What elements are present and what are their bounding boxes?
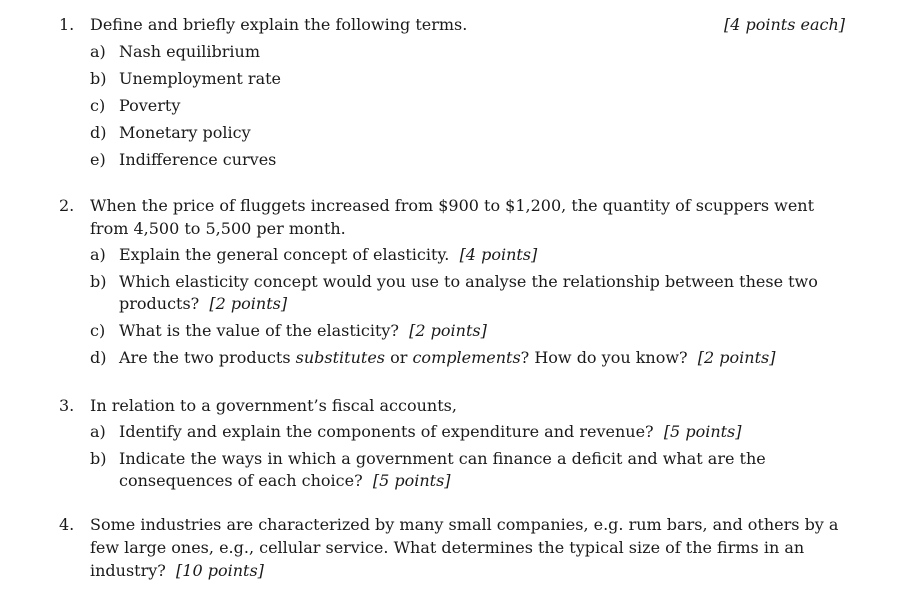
question-2-header [59,194,849,240]
sub-item-points: [4 points] [459,245,538,264]
sub-item-label: a) [90,245,106,264]
question-2 [59,194,849,369]
sub-item-text [119,448,849,492]
sub-item-question: What is the value of the elasticity? [119,321,399,340]
question-points: [10 points] [176,561,264,580]
sub-item-points: [2 points] [209,294,288,313]
sub-item-text: Poverty [119,96,181,115]
question-text: In relation to a government’s fiscal accounts, [90,396,457,415]
sub-item-2b [90,271,849,315]
sub-item-text [119,320,849,342]
sub-item-1e [90,149,849,171]
sub-item-question: Indicate the ways in which a government can finance a deficit and what are the consequences of each choice? [119,449,766,490]
question-1 [59,13,849,171]
sub-item-points: [2 points] [409,321,487,340]
sub-item-2c [90,320,849,342]
sub-item-label: e) [90,150,106,169]
question-4-header [59,513,849,582]
sub-item-text: Monetary policy [119,123,251,142]
question-number: 1. [59,15,75,34]
sub-item-1c [90,95,849,117]
sub-item-question: Are the two products [119,348,296,367]
sub-item-question: ? How do you know? [520,348,688,367]
sub-item-text: Nash equilibrium [119,42,260,61]
question-number: 4. [59,515,75,534]
sub-item-question: Identify and explain the components of expenditure and revenue? [119,422,654,441]
sub-item-text [119,271,849,315]
sub-item-text: Indifference curves [119,150,277,169]
sub-item-2a [90,244,849,266]
sub-item-text [119,244,849,266]
question-3-header [59,394,849,417]
sub-item-3a [90,421,849,443]
sub-item-points: [5 points] [663,422,742,441]
sub-item-label: b) [90,69,107,88]
sub-item-label: b) [90,272,107,291]
sub-item-1a [90,41,849,63]
sub-item-label: c) [90,96,106,115]
sub-item-label: d) [90,123,107,142]
question-text: Define and briefly explain the following terms. [90,15,468,34]
sub-item-label: a) [90,422,106,441]
sub-item-label: b) [90,449,107,468]
question-points: [4 points each] [723,15,845,34]
sub-item-points: [2 points] [697,348,776,367]
sub-item-2d [90,347,849,369]
sub-item-text [119,347,849,369]
term-complements: complements [412,348,521,367]
question-body: Some industries are characterized by many small companies, e.g. rum bars, and others by a few large ones, e.g., cellular service. What determines the typical size of the firms in an industry? [90,515,839,580]
sub-item-question: Explain the general concept of elasticity. [119,245,450,264]
sub-item-label: d) [90,348,107,367]
sub-item-1b [90,68,849,90]
sub-item-3b [90,448,849,492]
sub-item-question: or [385,348,413,367]
question-text: When the price of fluggets increased from $900 to $1,200, the quantity of scuppers went from 4,500 to 5,500 per month. [90,196,815,238]
sub-item-points: [5 points] [372,471,451,490]
sub-item-label: a) [90,42,106,61]
sub-item-1d [90,122,849,144]
sub-item-text: Unemployment rate [119,69,282,88]
sub-item-question: Which elasticity concept would you use to analyse the relationship between these two products? [119,272,818,313]
sub-item-label: c) [90,321,106,340]
term-substitutes: substitutes [295,348,386,367]
question-text [90,513,849,582]
question-3 [59,394,849,492]
question-4 [59,513,849,582]
question-number: 3. [59,396,75,415]
sub-item-text [119,421,849,443]
question-number: 2. [59,196,75,215]
